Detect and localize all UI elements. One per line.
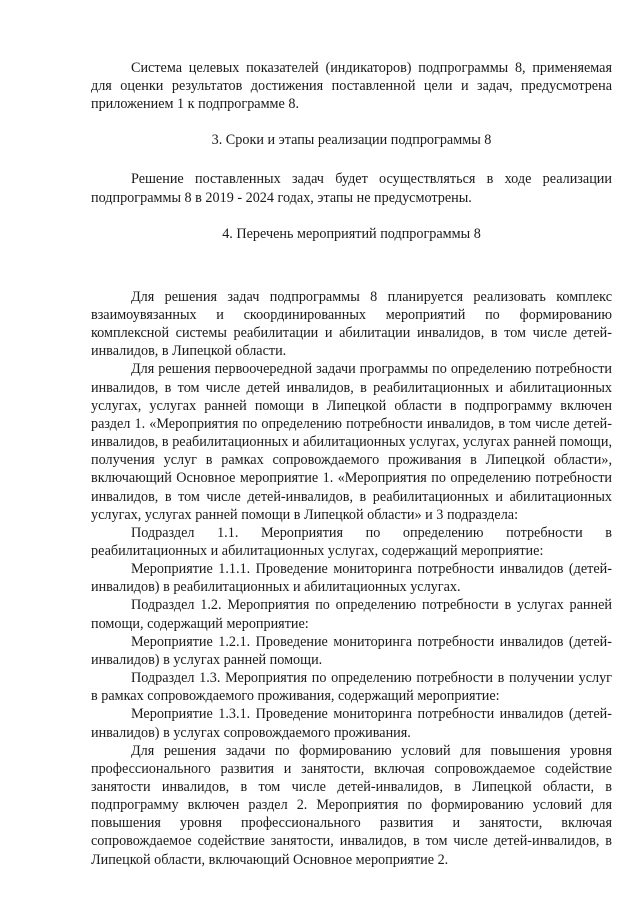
body-paragraph: Мероприятие 1.3.1. Проведение мониторинга потребности инвалидов (детей-инвалидов) в услугах сопровождаемого проживания. — [91, 706, 612, 741]
body-paragraph: Мероприятие 1.2.1. Проведение мониторинга потребности инвалидов (детей-инвалидов) в услугах ранней помощи. — [91, 633, 612, 668]
body-paragraph: Для решения первоочередной задачи программы по определению потребности инвалидов, в том числе детей инвалидов, в реабилитационных и абилитационных услугах, услугах ранней помощи в Липецкой области в подпрограмму включен раздел 1. «Мероприятия по определению потребности инвалидов, в том числе детей-инвалидов, в реабилитационных и абилитационных услугах, услугах ранней помощи, получения услуг в рамках сопровождаемого проживания в Липецкой области», включающий Основное мероприятие 1. «Мероприятия по определению потребности инвалидов, в том числе детей-инвалидов, в реабилитационных и абилитационных услугах, услугах ранней помощи в Липецкой области» и 3 подраздела: — [91, 361, 612, 523]
section-3-title: 3. Сроки и этапы реализации подпрограммы 8 — [211, 132, 492, 149]
body-paragraph: Для решения задач подпрограммы 8 планируется реализовать комплекс взаимоувязанных и скоординированных мероприятий по формированию комплексной системы реабилитации и абилитации инвалидов, в том числе детей-инвалидов, в Липецкой области. — [91, 288, 612, 360]
section-4-title: 4. Перечень мероприятий подпрограммы 8 — [222, 225, 481, 242]
body-paragraph: Подраздел 1.1. Мероприятия по определению потребности в реабилитационных и абилитационных услугах, содержащий мероприятие: — [91, 524, 612, 559]
intro-paragraph: Система целевых показателей (индикаторов) подпрограммы 8, применяемая для оценки результатов достижения поставленной цели и задач, предусмотрена приложением 1 к подпрограмме 8. — [91, 60, 612, 113]
body-paragraph: Подраздел 1.3. Мероприятия по определению потребности в получении услуг в рамках сопровождаемого проживания, содержащий мероприятие: — [91, 670, 612, 705]
body-paragraph: Для решения задачи по формированию условий для повышения уровня профессионального развития и занятости, включая сопровождаемое содействие занятости инвалидов, в том числе детей-инвалидов, в Липецкой области, в подпрограмму включен раздел 2. Мероприятия по формированию условий для повышения уровня профессионального развития и занятости, включая сопровождаемое содействие занятости, инвалидов, в том числе детей-инвалидов, в Липецкой области, включающий Основное мероприятие 2. — [91, 742, 612, 868]
body-paragraph: Мероприятие 1.1.1. Проведение мониторинга потребности инвалидов (детей-инвалидов) в реабилитационных и абилитационных услугах. — [91, 561, 612, 596]
section-3-paragraph: Решение поставленных задач будет осуществляться в ходе реализации подпрограммы 8 в 2019 - 2024 годах, этапы не предусмотрены. — [91, 171, 612, 206]
body-paragraph: Подраздел 1.2. Мероприятия по определению потребности в услугах ранней помощи, содержащий мероприятие: — [91, 597, 612, 632]
